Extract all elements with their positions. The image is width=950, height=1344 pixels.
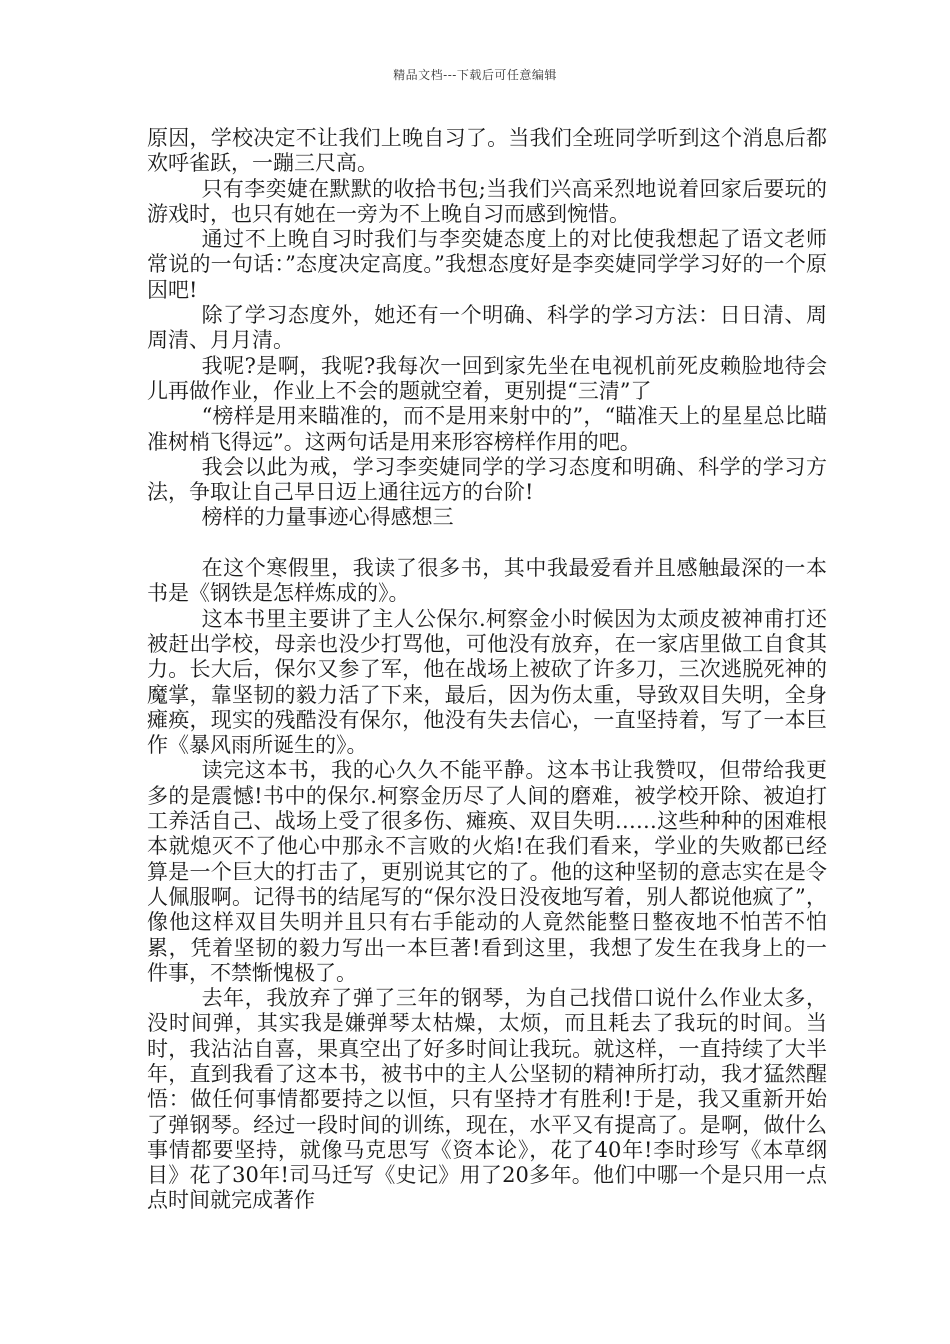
paragraph: 除了学习态度外，她还有一个明确、科学的学习方法：日日清、周周清、月月清。 [147,303,827,353]
paragraph: “榜样是用来瞄准的，而不是用来射中的”，“瞄准天上的星星总比瞄准树梢飞得远”。这两句话是用来形容榜样作用的吧。 [147,404,827,454]
paragraph: 我会以此为戒，学习李奕婕同学的学习态度和明确、科学的学习方法，争取让自己早日迈上通往远方的台阶! [147,454,827,505]
blank-line [147,531,827,556]
page-header: 精品文档---下载后可任意编辑 [393,68,557,82]
paragraph: 原因，学校决定不让我们上晚自习了。当我们全班同学听到这个消息后都欢呼雀跃，一蹦三尺高。 [147,126,827,176]
paragraph: 读完这本书，我的心久久不能平静。这本书让我赞叹，但带给我更多的是震憾!书中的保尔.柯察金历尽了人间的磨难，被学校开除、被迫打工养活自己、战场上受了很多伤、瘫痪、双目失明……这些种种的困难根本就熄灭不了他心中那永不言败的火焰!在我们看来，学业的失败都已经算是一个巨大的打击了，更别说其它的了。他的这种坚韧的意志实在是令人佩服啊。记得书的结尾写的“保尔没日没夜地写着，别人都说他疯了”，像他这样双目失明并且只有右手能动的人竟然能整日整夜地不怕苦不怕累，凭着坚韧的毅力写出一本巨著!看到这里，我想了发生在我身上的一件事，不禁惭愧极了。 [147,758,827,985]
paragraph: 这本书里主要讲了主人公保尔.柯察金小时候因为太顽皮被神甫打还被赶出学校，母亲也没少打骂他，可他没有放弃，在一家店里做工自食其力。长大后，保尔又参了军，他在战场上被砍了许多刀，三次逃脱死神的魔掌，靠坚韧的毅力活了下来，最后，因为伤太重，导致双目失明，全身瘫痪，现实的残酷没有保尔，他没有失去信心，一直坚持着，写了一本巨作《暴风雨所诞生的》。 [147,606,827,758]
paragraph: 只有李奕婕在默默的收拾书包;当我们兴高采烈地说着回家后要玩的游戏时，也只有她在一旁为不上晚自习而感到惋惜。 [147,176,827,226]
paragraph: 在这个寒假里，我读了很多书，其中我最爱看并且感触最深的一本书是《钢铁是怎样炼成的》。 [147,556,827,606]
document-body [147,126,827,1214]
paragraph: 通过不上晚自习时我们与李奕婕态度上的对比使我想起了语文老师常说的一句话：”态度决定高度。”我想态度好是李奕婕同学学习好的一个原因吧! [147,227,827,302]
paragraph: 我呢?是啊，我呢?我每次一回到家先坐在电视机前死皮赖脸地待会儿再做作业，作业上不会的题就空着，更别提“三清”了 [147,353,827,403]
paragraph: 去年，我放弃了弹了三年的钢琴，为自己找借口说什么作业太多，没时间弹，其实我是嫌弹琴太枯燥，太烦，而且耗去了我玩的时间。当时，我沾沾自喜，果真空出了好多时间让我玩。就这样，一直持续了大半年，直到我看了这本书，被书中的主人公坚韧的精神所打动，我才猛然醒悟：做任何事情都要持之以恒，只有坚持才有胜利!于是，我又重新开始了弹钢琴。经过一段时间的训练，现在，水平又有提高了。是啊，做什么事情都要坚持，就像马克思写《资本论》，花了40年!李时珍写《本草纲目》花了30年!司马迁写《史记》用了20多年。他们中哪一个是只用一点点时间就完成著作 [147,986,827,1213]
section-title: 榜样的力量事迹心得感想三 [201,505,454,530]
